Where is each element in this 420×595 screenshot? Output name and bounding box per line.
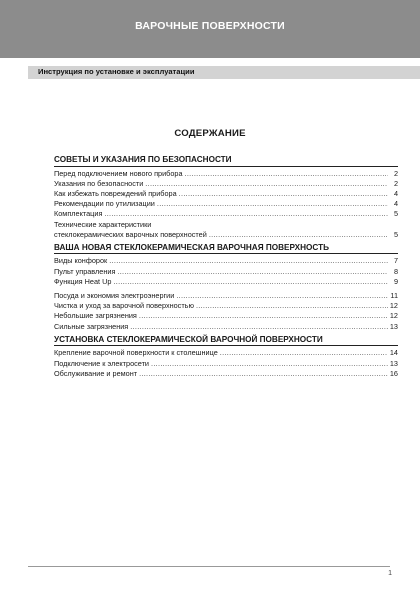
table-of-contents [54,155,398,379]
toc-entry-text: Перед подключением нового прибора [54,168,183,178]
toc-entry-page: 7 [393,256,398,266]
dot-leader [185,169,388,179]
toc-entry[interactable] [54,209,398,219]
toc-entry-page: 12 [389,301,398,311]
toc-entry-page: 8 [393,266,398,276]
toc-section-title: ВАША НОВАЯ СТЕКЛОКЕРАМИЧЕСКАЯ ВАРОЧНАЯ ПОВЕРХНОСТЬ [54,243,398,255]
toc-entry[interactable] [54,291,398,301]
toc-entry-text: Указания по безопасности [54,178,144,188]
toc-entry[interactable] [54,322,398,332]
toc-entry[interactable] [54,189,398,199]
dot-leader [209,230,388,240]
dot-leader [109,256,388,266]
dot-leader [151,359,388,369]
footer-rule [28,566,390,567]
dot-leader [145,179,388,189]
dot-leader [196,301,388,311]
dot-leader [104,209,388,219]
toc-heading: СОДЕРЖАНИЕ [174,128,246,139]
toc-entry-page: 5 [393,209,398,219]
toc-entry-text: Небольшие загрязнения [54,311,137,321]
toc-entry[interactable] [54,301,398,311]
toc-entry-text: Как избежать повреждений прибора [54,188,177,198]
toc-entry-text: Чистка и уход за варочной поверхностью [54,301,194,311]
dot-leader [113,277,388,287]
header-band [0,0,420,58]
toc-entry-page: 12 [389,311,398,321]
toc-entry-text: Крепление варочной поверхности к столешнице [54,348,218,358]
toc-entry-text: Функция Heat Up [54,276,112,286]
toc-entry[interactable] [54,256,398,266]
toc-section-title: СОВЕТЫ И УКАЗАНИЯ ПО БЕЗОПАСНОСТИ [54,155,398,167]
toc-entry[interactable] [54,179,398,189]
toc-entry-text: Сильные загрязнения [54,321,129,331]
dot-leader [176,291,388,301]
toc-entry[interactable] [54,230,398,240]
toc-entry-page: 11 [390,291,398,301]
dot-leader [157,199,388,209]
document-subtitle: Инструкция по установке и эксплуатации [38,67,195,76]
toc-entry-text: стеклокерамических варочных поверхностей [54,229,207,239]
toc-entry[interactable] [54,369,398,379]
page-number: 1 [388,570,392,577]
toc-entry[interactable] [54,267,398,277]
toc-entry[interactable] [54,199,398,209]
toc-entry-page: 13 [389,358,398,368]
toc-entry-page: 4 [393,199,398,209]
toc-entry[interactable] [54,359,398,369]
toc-entry-text: Обслуживание и ремонт [54,368,138,378]
toc-entry[interactable] [54,348,398,358]
toc-entry[interactable] [54,277,398,287]
toc-entry-text: Комплектация [54,209,103,219]
toc-entry-text: Подключение к электросети [54,358,150,368]
toc-entry-page: 16 [389,368,398,378]
toc-entry-page: 13 [389,321,398,331]
toc-entry-text: Рекомендации по утилизации [54,199,155,209]
dot-leader [139,311,388,321]
toc-entry-text: Пульт управления [54,266,116,276]
toc-entry-text: Посуда и экономия электроэнергии [54,291,175,301]
toc-entry-page: 14 [389,348,398,358]
toc-entry[interactable] [54,311,398,321]
toc-entry[interactable] [54,169,398,179]
dot-leader [179,189,388,199]
dot-leader [220,348,388,358]
toc-entry-text: Виды конфорок [54,256,108,266]
document-title: ВАРОЧНЫЕ ПОВЕРХНОСТИ [135,20,285,32]
dot-leader [139,369,388,379]
subtitle-band [28,66,420,79]
toc-entry-text-line[interactable]: Технические характеристики [54,219,152,229]
toc-entry-page: 2 [393,178,398,188]
dot-leader [130,322,388,332]
dot-leader [117,267,388,277]
toc-entry-page: 9 [393,276,398,286]
toc-entry-page: 5 [393,229,398,239]
toc-entry-page: 4 [393,188,398,198]
toc-section-title: УСТАНОВКА СТЕКЛОКЕРАМИЧЕСКОЙ ВАРОЧНОЙ ПОВЕРХНОСТИ [54,335,398,347]
toc-entry-page: 2 [393,168,398,178]
